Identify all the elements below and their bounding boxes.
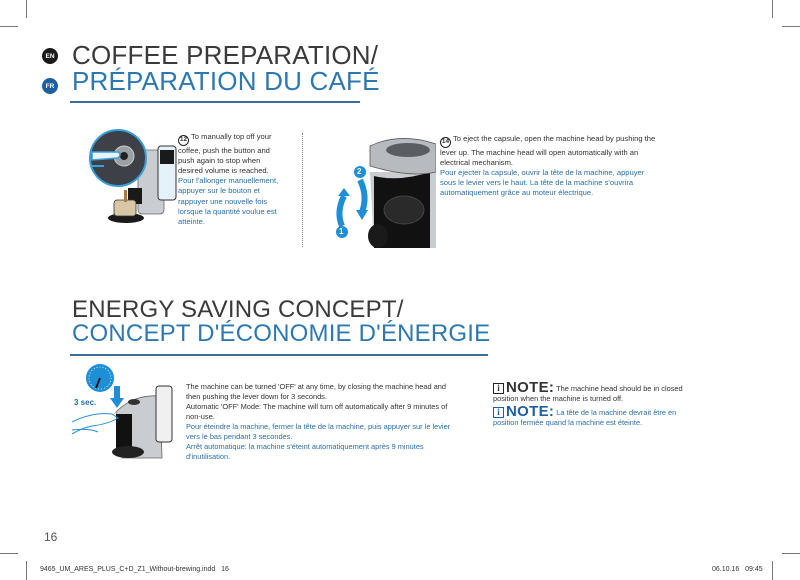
energy-text-en-1: The machine can be turned 'OFF' at any time, by closing the machine head and then pushing the lever down for 3 seconds. — [186, 382, 446, 401]
info-icon: i — [493, 383, 504, 394]
machine-head-open-illustration — [330, 132, 436, 248]
energy-text-fr-2: Arrêt automatique: la machine s'éteint automatiquement après 9 minutes d'inutilisation. — [186, 442, 424, 461]
section-divider — [70, 101, 360, 103]
crop-mark — [772, 0, 773, 18]
machine-power-off-illustration — [72, 362, 180, 466]
note-label: NOTE: — [506, 379, 555, 396]
step-14-text-en: To eject the capsule, open the machine head by pushing the lever up. The machine head will open automatically with an electrical mechanism. — [440, 134, 656, 167]
note-text-en: The machine head should be in closed position when the machine is turned off. — [493, 384, 683, 403]
energy-title-fr: CONCEPT D'ÉCONOMIE D'ÉNERGIE — [72, 320, 491, 347]
crop-mark — [26, 0, 27, 18]
energy-saving-text — [186, 382, 458, 462]
machine-button-push-illustration — [88, 128, 180, 226]
section-divider — [70, 354, 488, 356]
note-en — [493, 379, 689, 404]
step-number-badge: 14 — [440, 137, 451, 148]
timer-label: 3 sec. — [74, 398, 97, 407]
step-12-text-en: To manually top off your coffee, push the button and push again to stop when desired volume is reached. — [178, 132, 272, 175]
file-name: 9465_UM_ARES_PLUS_C+D_Z1_Without-brewing.indd 16 — [40, 566, 229, 573]
info-icon: i — [493, 407, 504, 418]
energy-title-en: ENERGY SAVING CONCEPT/ — [72, 296, 404, 323]
crop-mark — [0, 26, 18, 27]
note-label: NOTE: — [506, 403, 555, 420]
energy-text-fr-1: Pour éteindre la machine, fermer la tête de la machine, puis appuyer sur le levier vers le bas pendant 3 secondes. — [186, 422, 451, 441]
section-title-en: COFFEE PREPARATION/ — [72, 40, 379, 70]
arrow-label-2: 2 — [357, 167, 362, 176]
crop-mark — [782, 553, 800, 554]
step-number-badge: 12 — [178, 135, 189, 146]
crop-mark — [0, 553, 18, 554]
energy-text-en-2: Automatic 'OFF' Mode: The machine will turn off automatically after 9 minutes of non-use. — [186, 402, 448, 421]
crop-mark — [782, 26, 800, 27]
crop-mark — [26, 561, 27, 580]
note-text-fr: La tête de la machine devrait être en position fermée quand la machine est éteinte. — [493, 408, 677, 427]
step-14-text — [440, 134, 658, 199]
lang-badge-fr: FR — [42, 78, 58, 94]
section-title-fr: PRÉPARATION DU CAFÉ — [72, 66, 380, 96]
step-14-text-fr: Pour ejecter la capsule, ouvrir la tête de la machine, appuyer sous le levier vers le haut. La tête de la machine s'ouvrira automatiquement grâce au moteur électrique. — [440, 168, 645, 198]
step-12-text — [178, 132, 286, 227]
lang-badge-en: EN — [42, 48, 58, 64]
arrow-label-1: 1 — [339, 227, 344, 236]
page-number: 16 — [44, 530, 58, 544]
step-12-text-fr: Pour l'allonger manuellement, appuyer sur le bouton et rappuyer une nouvelle fois lorsque la quantité voulue est atteinte. — [178, 176, 279, 227]
note-fr — [493, 403, 689, 428]
crop-mark — [772, 561, 773, 580]
timestamp: 06.10.16 09:45 — [712, 566, 763, 573]
column-divider — [302, 133, 303, 247]
